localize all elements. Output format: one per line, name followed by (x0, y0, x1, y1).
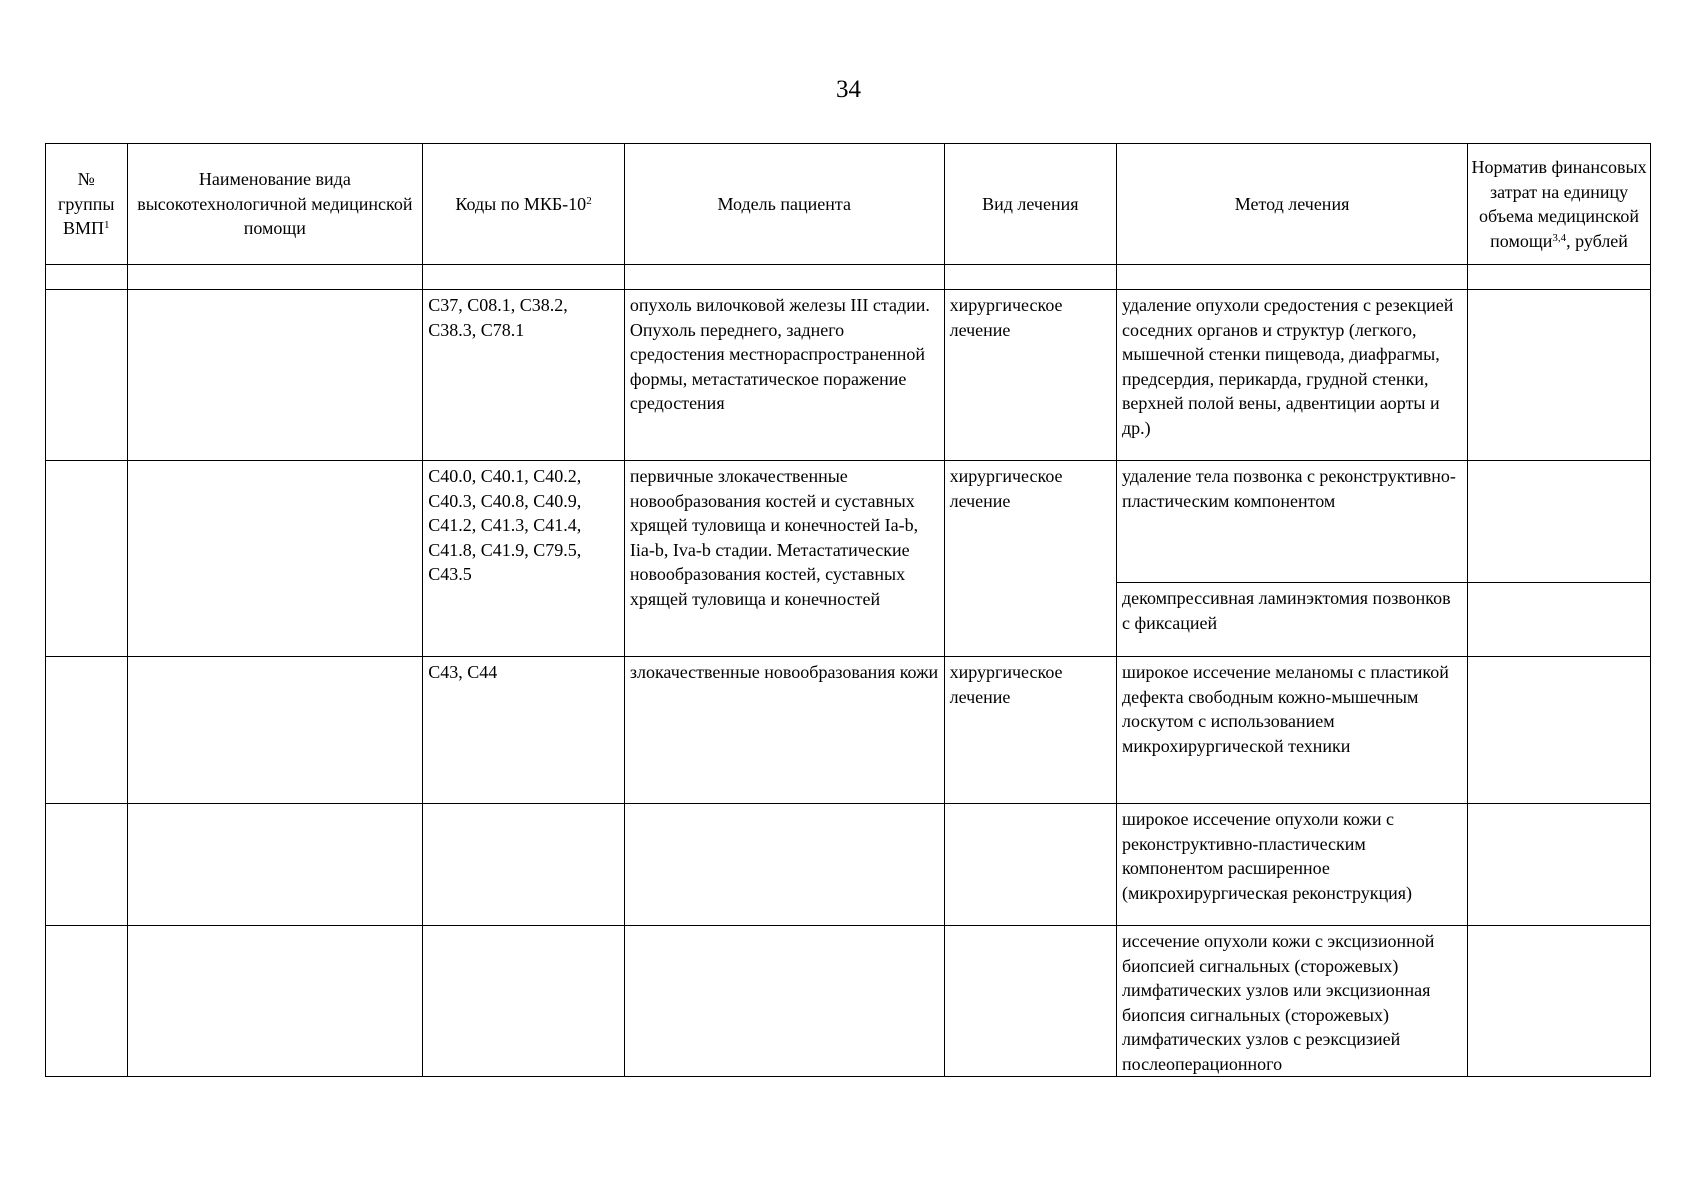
cell-treatment-method: широкое иссечение меланомы с пластикой дефекта свободным кожно-мышечным лоскутом с использованием микрохирургической техники (1117, 657, 1468, 804)
table-header-row (46, 144, 1651, 265)
cell-treatment-method: иссечение опухоли кожи с эксцизионной биопсией сигнальных (сторожевых) лимфатических узлов или эксцизионная биопсия сигнальных (сторожевых) лимфатических узлов с реэксцизией послеоперационного (1117, 926, 1468, 1077)
header-group-number: № группы ВМП$^1$ (46, 144, 128, 265)
cell-icd-codes (423, 804, 625, 926)
cell-treatment-type: хирургическое лечение (944, 461, 1116, 657)
cell-patient-model (624, 926, 944, 1077)
cell-care-type (127, 290, 423, 461)
header-treatment-method: Метод лечения (1117, 144, 1468, 265)
cell-treatment-type: хирургическое лечение (944, 657, 1116, 804)
table-row (46, 804, 1651, 926)
cell-treatment-type: хирургическое лечение (944, 290, 1116, 461)
cell-group-number (46, 804, 128, 926)
cell-cost-standard (1468, 926, 1651, 1077)
cell-icd-codes: C43, C44 (423, 657, 625, 804)
cell-cost-standard (1468, 461, 1651, 583)
table-row (46, 926, 1651, 1077)
cell-icd-codes: C37, C08.1, C38.2, C38.3, C78.1 (423, 290, 625, 461)
cell-treatment-method: широкое иссечение опухоли кожи с реконструктивно-пластическим компонентом расширенное (микрохирургическая реконструкция) (1117, 804, 1468, 926)
cell-treatment-method: удаление опухоли средостения с резекцией соседних органов и структур (легкого, мышечной стенки пищевода, диафрагмы, предсердия, перикарда, грудной стенки, верхней полой вены, адвентиции аорты и др.) (1117, 290, 1468, 461)
table-row (46, 461, 1651, 583)
cell-cost-standard (1468, 657, 1651, 804)
header-treatment-type: Вид лечения (944, 144, 1116, 265)
cell-care-type (127, 926, 423, 1077)
page-number: 34 (836, 76, 861, 103)
cell-icd-codes (423, 926, 625, 1077)
cell-group-number (46, 290, 128, 461)
cell-care-type (127, 657, 423, 804)
header-cost-standard: Норматив финансовых затрат на единицу объема медицинской помощи$^{3,4}$, рублей (1468, 144, 1651, 265)
cell-patient-model: опухоль вилочковой железы III стадии. Опухоль переднего, заднего средостения местнораспространенной формы, метастатическое поражение средостения (624, 290, 944, 461)
cell-cost-standard (1468, 804, 1651, 926)
cell-cost-standard (1468, 583, 1651, 657)
cell-group-number (46, 461, 128, 657)
cell-patient-model (624, 804, 944, 926)
cell-group-number (46, 657, 128, 804)
cell-icd-codes: C40.0, C40.1, C40.2, C40.3, C40.8, C40.9, C41.2, C41.3, C41.4, C41.8, C41.9, C79.5, C43.5 (423, 461, 625, 657)
cell-care-type (127, 461, 423, 657)
cell-patient-model: первичные злокачественные новообразования костей и суставных хрящей туловища и конечностей Ia-b, Iia-b, Iva-b стадии. Метастатические новообразования костей, суставных хрящей туловища и конечностей (624, 461, 944, 657)
header-care-type: Наименование вида высокотехнологичной медицинской помощи (127, 144, 423, 265)
cell-treatment-method: декомпрессивная ламинэктомия позвонков с фиксацией (1117, 583, 1468, 657)
table-row (46, 290, 1651, 461)
cell-treatment-method: удаление тела позвонка с реконструктивно-пластическим компонентом (1117, 461, 1468, 583)
cell-patient-model: злокачественные новообразования кожи (624, 657, 944, 804)
table-numbering-row (46, 265, 1651, 290)
cell-treatment-type (944, 926, 1116, 1077)
header-patient-model: Модель пациента (624, 144, 944, 265)
cell-care-type (127, 804, 423, 926)
vmp-table (45, 143, 1651, 1077)
header-icd-codes: Коды по МКБ-$10^2$ (423, 144, 625, 265)
cell-group-number (46, 926, 128, 1077)
cell-cost-standard (1468, 290, 1651, 461)
cell-treatment-type (944, 804, 1116, 926)
table-row (46, 657, 1651, 804)
